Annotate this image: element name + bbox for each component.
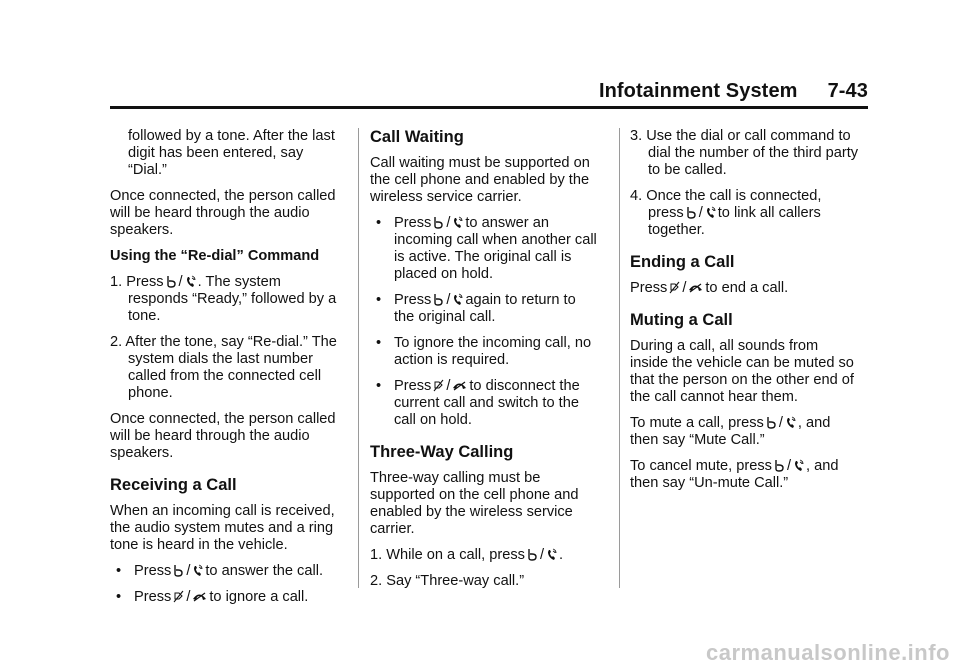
push-to-talk-icon [433, 293, 444, 306]
step-2: 2. Say “Three-way call.” [370, 573, 525, 589]
phone-icon [452, 293, 463, 306]
paragraph: Call waiting must be supported on the cell phone and enabled by the wireless service carrier. [370, 155, 590, 205]
column-divider [358, 128, 359, 588]
step-1: 1. While on a call, press / . [370, 547, 564, 563]
phone-icon [185, 275, 196, 288]
phone-icon [705, 206, 716, 219]
paragraph: Three-way calling must be supported on the cell phone and enabled by the wireless service carrier. [370, 470, 579, 537]
paragraph: Once connected, the person called will be heard through the audio speakers. [110, 411, 336, 461]
bullet-item: • Press / again to return to the original call. [376, 292, 576, 325]
watermark: carmanualsonline.info [706, 640, 950, 665]
push-to-talk-icon [766, 416, 777, 429]
phone-icon [192, 564, 203, 577]
step-2: 2. After the tone, say “Re-dial.” The system dials the last number called from the connected cell phone. [110, 334, 337, 401]
step-4: 4. Once the call is connected, press / to link all callers together. [630, 188, 822, 238]
mute-icon [173, 590, 184, 603]
push-to-talk-icon [173, 564, 184, 577]
call-waiting-heading: Call Waiting [370, 128, 464, 146]
paragraph: To cancel mute, press / , and then say “Un-mute Call.” [630, 458, 839, 491]
phone-icon [546, 548, 557, 561]
mute-icon [433, 379, 444, 392]
paragraph: followed by a tone. After the last digit has been entered, say “Dial.” [128, 128, 335, 178]
column-3 [630, 128, 860, 501]
three-way-heading: Three-Way Calling [370, 443, 514, 461]
bullet-item: • Press / to disconnect the current call and switch to the call on hold. [376, 378, 580, 428]
redial-label: Using the “Re-dial” Command [110, 248, 320, 264]
column-1 [110, 128, 340, 615]
bullet-item: • Press / to ignore a call. [116, 589, 309, 605]
bullet-item: • Press / to answer the call. [116, 563, 323, 579]
paragraph: To mute a call, press / , and then say “Mute Call.” [630, 415, 831, 448]
hang-up-icon [688, 281, 703, 294]
phone-icon [452, 216, 463, 229]
push-to-talk-icon [774, 459, 785, 472]
mute-icon [669, 281, 680, 294]
paragraph: Press / to end a call. [630, 280, 789, 296]
hang-up-icon [192, 590, 207, 603]
step-3: 3. Use the dial or call command to dial the number of the third party to be called. [630, 128, 859, 178]
muting-heading: Muting a Call [630, 311, 733, 329]
push-to-talk-icon [166, 275, 177, 288]
column-divider [619, 128, 620, 588]
paragraph: When an incoming call is received, the audio system mutes and a ring tone is heard in the vehicle. [110, 503, 335, 553]
page-number: 7-43 [827, 80, 868, 102]
push-to-talk-icon [686, 206, 697, 219]
step-1: 1. Press / . The system responds “Ready,” followed by a tone. [110, 274, 337, 324]
phone-icon [785, 416, 796, 429]
page-header [599, 80, 868, 103]
column-2 [370, 128, 600, 599]
section-title: Infotainment System [598, 80, 798, 102]
header-rule [110, 106, 868, 109]
push-to-talk-icon [433, 216, 444, 229]
ending-heading: Ending a Call [630, 253, 735, 271]
push-to-talk-icon [527, 548, 538, 561]
phone-icon [793, 459, 804, 472]
hang-up-icon [452, 379, 467, 392]
paragraph: During a call, all sounds from inside the vehicle can be muted so that the person on the other end of the call cannot hear them. [630, 338, 854, 405]
bullet-item: • To ignore the incoming call, no action is required. [376, 335, 592, 368]
receiving-heading: Receiving a Call [110, 476, 237, 494]
bullet-item: • Press / to answer an incoming call when another call is active. The original call is placed on hold. [376, 215, 597, 282]
paragraph: Once connected, the person called will be heard through the audio speakers. [110, 188, 336, 238]
